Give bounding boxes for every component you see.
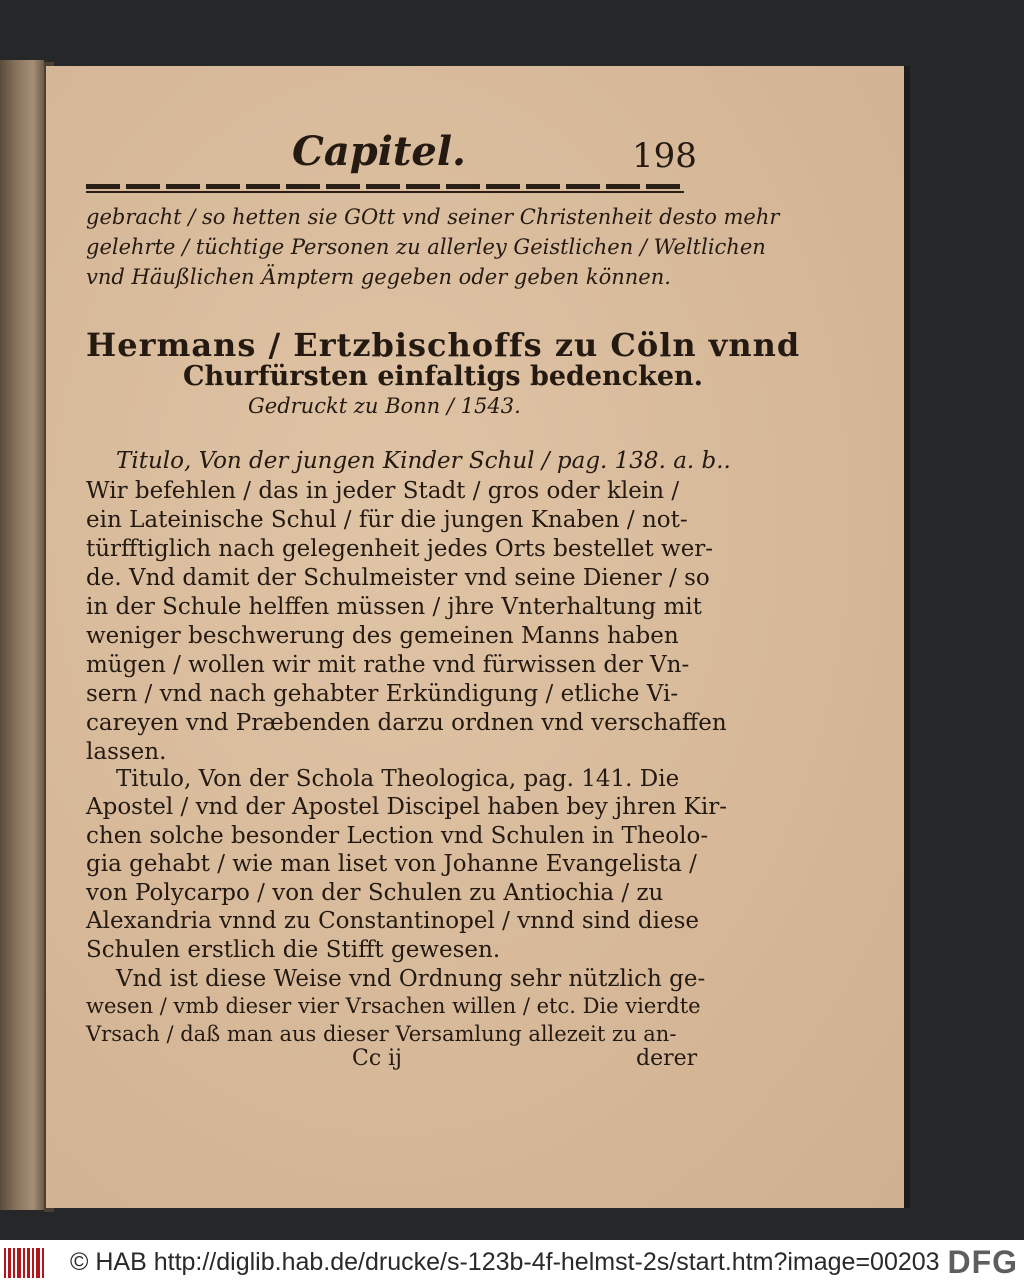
body-line: careyen vnd Præbenden darzu ordnen vnd verschaffen: [86, 710, 727, 736]
body-line: Titulo, Von der jungen Kinder Schul / pag. 138. a. b..: [116, 448, 731, 474]
body-line: Vnd ist diese Weise vnd Ordnung sehr nützlich ge-: [116, 966, 706, 992]
adjacent-page-edge: [0, 60, 44, 1210]
body-line: wesen / vmb dieser vier Vrsachen willen / etc. Die vierdte: [86, 994, 701, 1018]
page-edge-right: [904, 66, 910, 1208]
body-line: weniger beschwerung des gemeinen Manns haben: [86, 623, 679, 649]
body-line: gia gehabt / wie man liset von Johanne Evangelista /: [86, 851, 697, 877]
body-line: Wir befehlen / das in jeder Stadt / gros oder klein /: [86, 478, 680, 504]
body-line: sern / vnd nach gehabter Erkündigung / etliche Vi-: [86, 681, 679, 707]
body-line: Schulen erstlich die Stifft gewesen.: [86, 937, 501, 963]
viewer-footer: [0, 1240, 1024, 1285]
section-heading-line2: Churfürsten einfaltigs bedencken.: [183, 361, 704, 392]
body-line: lassen.: [86, 739, 167, 765]
body-line: ein Lateinische Schul / für die jungen Knaben / not-: [86, 507, 688, 533]
intro-text: [86, 205, 780, 295]
imprint-line: Gedruckt zu Bonn / 1543.: [248, 394, 521, 418]
body-text: [86, 448, 731, 1046]
intro-line: gebracht / so hetten sie GOtt vnd seiner Christenheit desto mehr: [86, 205, 780, 229]
body-line: Titulo, Von der Schola Theologica, pag. 141. Die: [116, 766, 680, 792]
body-line: Apostel / vnd der Apostel Discipel haben bey jhren Kir-: [86, 794, 727, 820]
dfg-logo: DFG: [947, 1244, 1018, 1280]
catchword: derer: [636, 1046, 698, 1071]
body-line: Alexandria vnnd zu Constantinopel / vnnd sind diese: [86, 908, 699, 934]
body-line: türfftiglich nach gelegenheit jedes Orts bestellet wer-: [86, 536, 714, 562]
body-line: Vrsach / daß man aus dieser Versamlung allezeit zu an-: [86, 1022, 677, 1046]
body-line: von Polycarpo / von der Schulen zu Antiochia / zu: [86, 880, 664, 906]
copyright-url[interactable]: © HAB http://diglib.hab.de/drucke/s-123b-4f-helmst-2s/start.htm?image=00203: [70, 1248, 940, 1276]
body-line: chen solche besonder Lection vnd Schulen in Theolo-: [86, 823, 709, 849]
page-number: 198: [632, 136, 697, 176]
body-line: de. Vnd damit der Schulmeister vnd seine Diener / so: [86, 565, 710, 591]
intro-line: vnd Häußlichen Ämptern gegeben oder geben können.: [86, 265, 671, 289]
intro-line: gelehrte / tüchtige Personen zu allerley Geistlichen / Weltlichen: [86, 235, 766, 259]
header-rule: [86, 184, 684, 189]
barcode-icon: [4, 1248, 48, 1278]
section-heading: Hermans / Ertzbischoffs zu Cöln vnnd: [86, 326, 801, 364]
header-rule-line: [86, 191, 684, 193]
running-title: Capitel.: [292, 128, 466, 175]
signature-mark: Cc ij: [352, 1046, 403, 1071]
body-line: in der Schule helffen müssen / jhre Vnterhaltung mit: [86, 594, 702, 620]
body-line: mügen / wollen wir mit rathe vnd fürwissen der Vn-: [86, 652, 690, 678]
